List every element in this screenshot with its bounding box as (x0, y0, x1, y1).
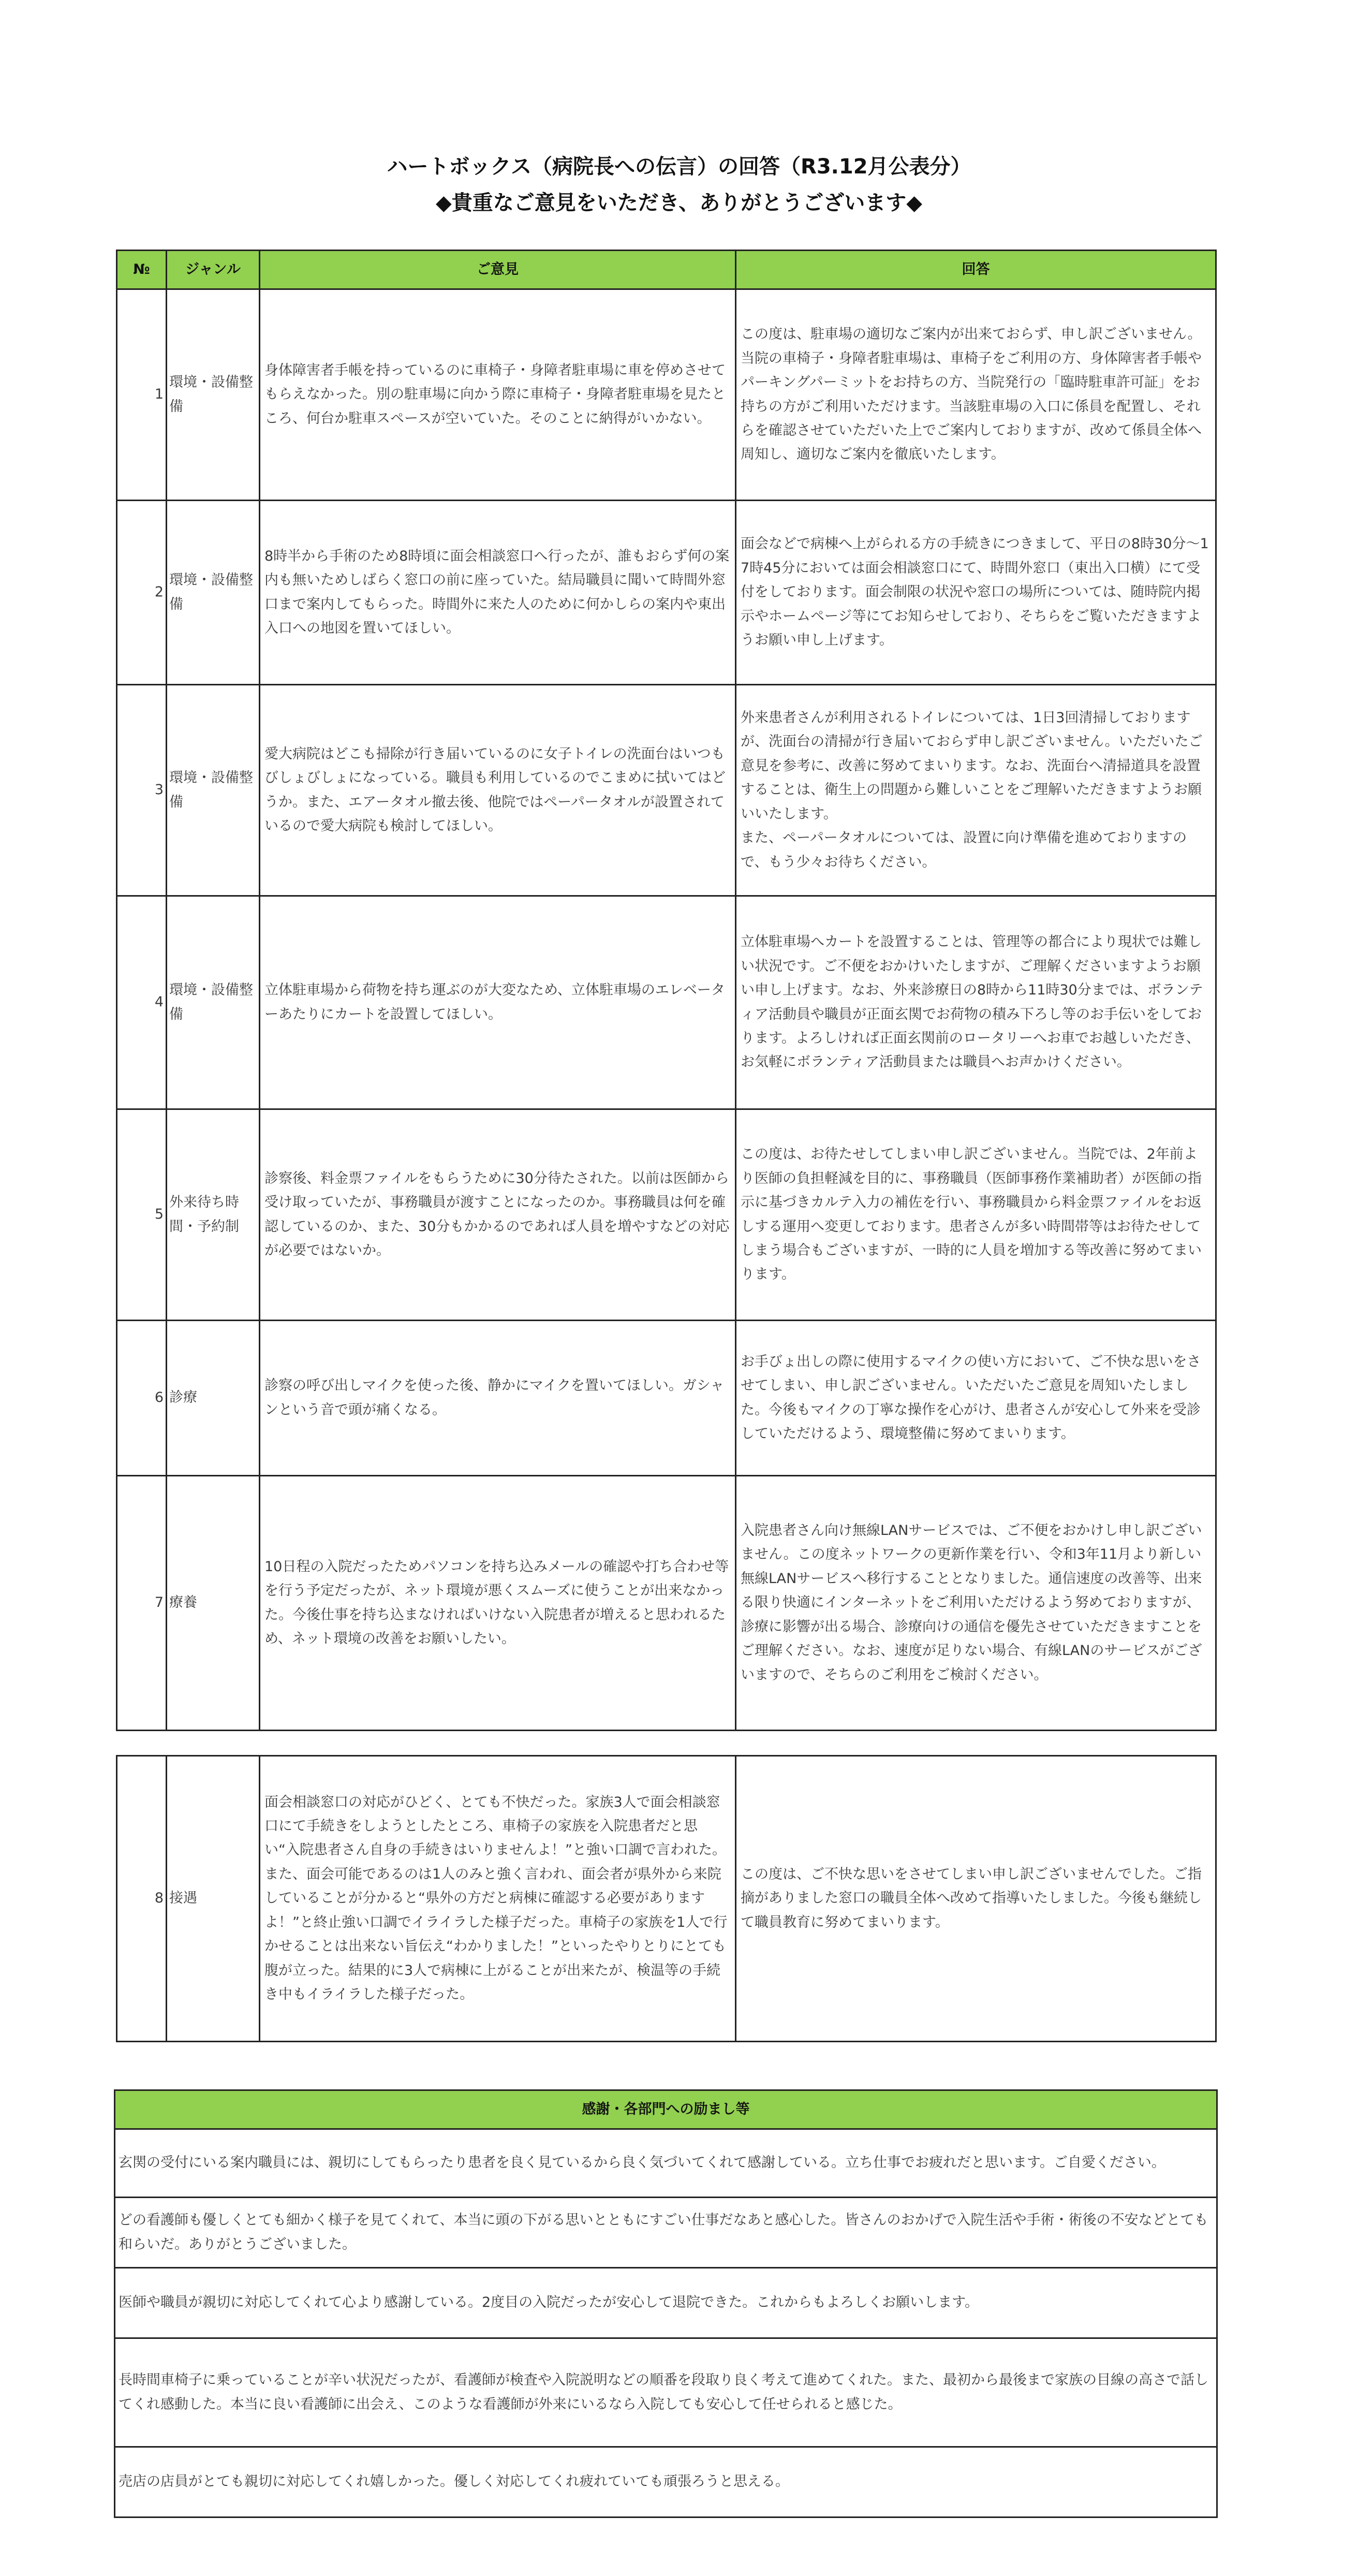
list-item (115, 2198, 1217, 2268)
row-genre: 環境・設備整備 (167, 289, 260, 501)
row-answer: 立体駐車場へカートを設置することは、管理等の都合により現状では難しい状況です。ご不便をおかけいたしますが、ご理解くださいますようお願い申し上げます。なお、外来診療日の8時から11時30分までは、ボランティア活動員や職員が正面玄関でお荷物の積み下ろし等のお手伝いをしております。よろしければ正面玄関前のロータリーへお車でお越しいただき、お気軽にボランティア活動員または職員へお声かけください。 (736, 896, 1216, 1109)
page-title: ハートボックス（病院長への伝言）の回答（R3.12月公表分） (387, 155, 971, 179)
table-row (117, 896, 1216, 1109)
cheer-text: どの看護師も優しくとても細かく様子を見てくれて、本当に頭の下がる思いとともにすごい仕事だなあと感心した。皆さんのおかげで入院生活や手術・術後の不安などとても和らいだ。ありがとうございました。 (115, 2198, 1217, 2268)
row-answer: お手びょ出しの際に使用するマイクの使い方において、ご不快な思いをさせてしまい、申し訳ございません。いただいたご意見を周知いたしました。今後もマイクの丁寧な操作を心がけ、患者さんが安心して外来を受診していただけるよう、環境整備に努めてまいります。 (736, 1321, 1216, 1476)
table-row (117, 501, 1216, 685)
row-opinion: 面会相談窓口の対応がひどく、とても不快だった。家族3人で面会相談窓口にて手続きをしようとしたところ、車椅子の家族を入院患者だと思い“入院患者さん自身の手続きはいりませんよ！”と強い口調で言われた。また、面会可能であるのは1人のみと強く言われ、面会者が県外から来院していることが分かると“県外の方だと病棟に確認する必要がありますよ！”と終止強い口調でイライラした様子だった。車椅子の家族を1人で行かせることは出来ない旨伝え“わかりました！”といったやりとりにとても腹が立った。結果的に3人で病棟に上がることが出来たが、検温等の手続き中もイライラした様子だった。 (260, 1756, 736, 2042)
cheer-text: 医師や職員が親切に対応してくれて心より感謝している。2度目の入院だったが安心して退院できた。これからもよろしくお願いします。 (115, 2268, 1217, 2338)
row-genre: 環境・設備整備 (167, 685, 260, 896)
row-no: 1 (117, 289, 167, 501)
row-opinion: 8時半から手術のため8時頃に面会相談窓口へ行ったが、誰もおらず何の案内も無いためしばらく窓口の前に座っていた。結局職員に聞いて時間外窓口まで案内してもらった。時間外に来た人のために何かしらの案内や東出入口への地図を置いてほしい。 (260, 501, 736, 685)
row-opinion: 身体障害者手帳を持っているのに車椅子・身障者駐車場に車を停めさせてもらえなかった。別の駐車場に向かう際に車椅子・身障者駐車場を見たところ、何台か駐車スペースが空いていた。そのことに納得がいかない。 (260, 289, 736, 501)
table-header-row (117, 251, 1216, 289)
row-answer: 外来患者さんが利用されるトイレについては、1日3回清掃しておりますが、洗面台の清掃が行き届いておらず申し訳ございません。いただいたご意見を参考に、改善に努めてまいります。なお、洗面台へ清掃道具を設置することは、衛生上の問題から難しいことをご理解いただきますようお願いいたします。 また、ペーパータオルについては、設置に向け準備を進めておりますので、もう少々お待ちください。 (736, 685, 1216, 896)
table-row (117, 289, 1216, 501)
table-row (117, 1321, 1216, 1476)
row-answer: 入院患者さん向け無線LANサービスでは、ご不便をおかけし申し訳ございません。この度ネットワークの更新作業を行い、令和3年11月より新しい無線LANサービスへ移行することとなりました。通信速度の改善等、出来る限り快適にインターネットをご利用いただけるよう努めておりますが、診療に影響が出る場合、診療向けの通信を優先させていただきますことをご理解ください。なお、速度が足りない場合、有線LANのサービスがございますので、そちらのご利用をご検討ください。 (736, 1476, 1216, 1731)
page-subtitle: ◆貴重なご意見をいただき、ありがとうございます◆ (436, 191, 922, 215)
table-row (117, 1109, 1216, 1321)
row-genre: 外来待ち時間・予約制 (167, 1109, 260, 1321)
cheers-header: 感謝・各部門への励まし等 (115, 2090, 1217, 2129)
cheer-text: 売店の店員がとても親切に対応してくれ嬉しかった。優しく対応してくれ疲れていても頑張ろうと思える。 (115, 2447, 1217, 2518)
header-opinion: ご意見 (260, 251, 736, 289)
row-no: 2 (117, 501, 167, 685)
row-no: 4 (117, 896, 167, 1109)
cheers-table (114, 2089, 1218, 2518)
row-answer: この度は、駐車場の適切なご案内が出来ておらず、申し訳ございません。当院の車椅子・身障者駐車場は、車椅子をご利用の方、身体障害者手帳やパーキングパーミットをお持ちの方、当院発行の「臨時駐車許可証」をお持ちの方がご利用いただけます。当該駐車場の入口に係員を配置し、それらを確認させていただいた上でご案内しておりますが、改めて係員全体へ周知し、適切なご案内を徹底いたします。 (736, 289, 1216, 501)
row-no: 6 (117, 1321, 167, 1476)
row-no: 5 (117, 1109, 167, 1321)
row-genre: 療養 (167, 1476, 260, 1731)
row-no: 8 (117, 1756, 167, 2042)
list-item (115, 2129, 1217, 2198)
row-genre: 環境・設備整備 (167, 896, 260, 1109)
row-answer: この度は、ご不快な思いをさせてしまい申し訳ございませんでした。ご指摘がありました窓口の職員全体へ改めて指導いたしました。今後も継続して職員教育に努めてまいります。 (736, 1756, 1216, 2042)
list-item (115, 2268, 1217, 2338)
opinion-table (116, 250, 1217, 1731)
row-answer: 面会などで病棟へ上がられる方の手続きにつきまして、平日の8時30分～17時45分においては面会相談窓口にて、時間外窓口（東出入口横）にて受付をしております。面会制限の状況や窓口の場所については、随時院内掲示やホームページ等にてお知らせしており、そちらをご覧いただきますようお願い申し上げます。 (736, 501, 1216, 685)
header-no: № (117, 251, 167, 289)
table-row (117, 1756, 1216, 2042)
list-item (115, 2447, 1217, 2518)
opinion-table-continued (116, 1755, 1217, 2042)
row-opinion: 診察の呼び出しマイクを使った後、静かにマイクを置いてほしい。ガシャンという音で頭が痛くなる。 (260, 1321, 736, 1476)
row-genre: 環境・設備整備 (167, 501, 260, 685)
cheer-text: 玄関の受付にいる案内職員には、親切にしてもらったり患者を良く見ているから良く気づいてくれて感謝している。立ち仕事でお疲れだと思います。ご自愛ください。 (115, 2129, 1217, 2198)
row-answer: この度は、お待たせしてしまい申し訳ございません。当院では、2年前より医師の負担軽減を目的に、事務職員（医師事務作業補助者）が医師の指示に基づきカルテ入力の補佐を行い、事務職員から料金票ファイルをお返しする運用へ変更しております。患者さんが多い時間帯等はお待たせしてしまう場合もございますが、一時的に人員を増加する等改善に努めてまいります。 (736, 1109, 1216, 1321)
header-genre: ジャンル (167, 251, 260, 289)
table-row (117, 685, 1216, 896)
row-genre: 接遇 (167, 1756, 260, 2042)
header-answer: 回答 (736, 251, 1216, 289)
table-row (117, 1476, 1216, 1731)
row-opinion: 10日程の入院だったためパソコンを持ち込みメールの確認や打ち合わせ等を行う予定だったが、ネット環境が悪くスムーズに使うことが出来なかった。今後仕事を持ち込まなければいけない入院患者が増えると思われるため、ネット環境の改善をお願いしたい。 (260, 1476, 736, 1731)
row-no: 3 (117, 685, 167, 896)
list-item (115, 2338, 1217, 2447)
row-no: 7 (117, 1476, 167, 1731)
row-opinion: 愛大病院はどこも掃除が行き届いているのに女子トイレの洗面台はいつもびしょびしょになっている。職員も利用しているのでこまめに拭いてはどうか。また、エアータオル撤去後、他院ではペーパータオルが設置されているので愛大病院も検討してほしい。 (260, 685, 736, 896)
row-genre: 診療 (167, 1321, 260, 1476)
row-opinion: 診察後、料金票ファイルをもらうために30分待たされた。以前は医師から受け取っていたが、事務職員が渡すことになったのか。事務職員は何を確認しているのか、また、30分もかかるのであれば人員を増やすなどの対応が必要ではないか。 (260, 1109, 736, 1321)
row-opinion: 立体駐車場から荷物を持ち運ぶのが大変なため、立体駐車場のエレベーターあたりにカートを設置してほしい。 (260, 896, 736, 1109)
cheer-text: 長時間車椅子に乗っていることが辛い状況だったが、看護師が検査や入院説明などの順番を段取り良く考えて進めてくれた。また、最初から最後まで家族の目線の高さで話してくれ感動した。本当に良い看護師に出会え、このような看護師が外来にいるなら入院しても安心して任せられると感じた。 (115, 2338, 1217, 2447)
